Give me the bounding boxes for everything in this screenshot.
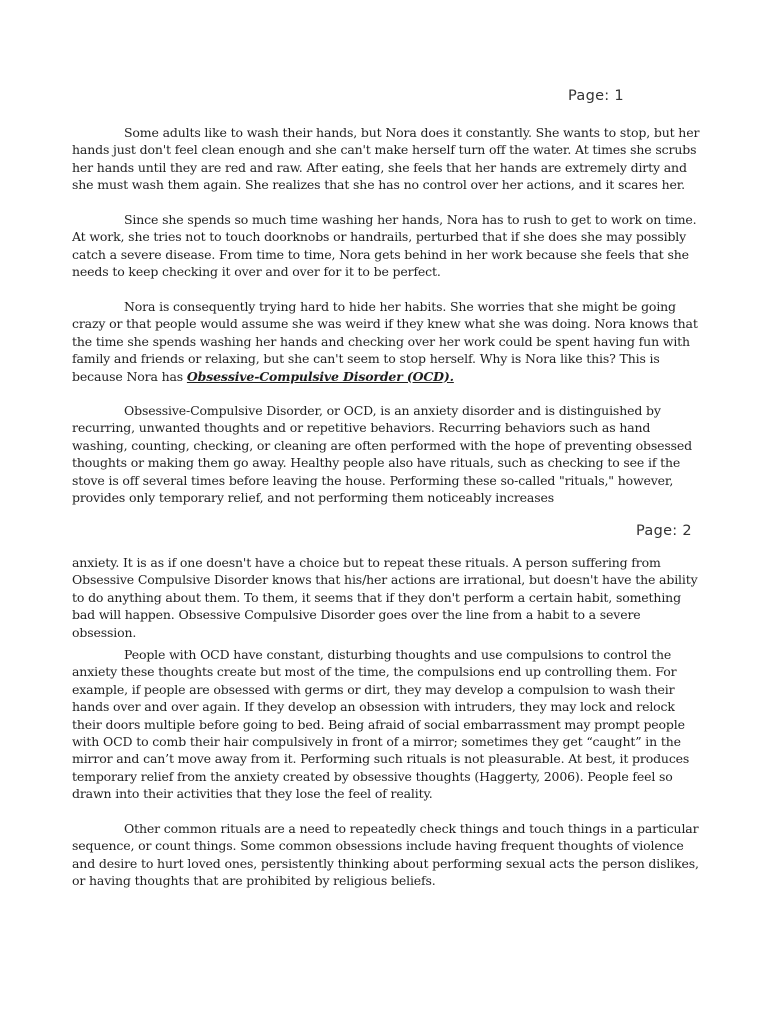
paragraph-ocd-definition: Obsessive-Compulsive Disorder, or OCD, is an anxiety disorder and is distinguished by recurring, unwanted thoughts and or repetitive behaviors. Recurring behaviors such as hand washing, counting, checking, or cleaning are often performed with the hope of preventing obsessed thoughts or making them go away. Healthy people also have rituals, such as checking to see if the stove is off several times before leaving the house. Performing these so-called "rituals," however, provides only temporary relief, and not performing them noticeably increases: [72, 403, 693, 506]
paragraph-text: Nora is consequently trying hard to hide her habits. She worries that she might be going crazy or that people would assume she was weird if they knew what she was doing. Nora knows that the time she spends washing her hands and checking over her work could be spent having fun with family and friends or relaxing, but she can't seem to stop herself. Why is Nora like this? This is because Nora has: [72, 299, 698, 384]
paragraph-nora-handwashing: Some adults like to wash their hands, but Nora does it constantly. She wants to stop, but her hands just don't feel clean enough and she can't make herself turn off the water. At times she scrubs her hands until they are red and raw. After eating, she feels that her hands are extremely dirty and she must wash them again. She realizes that she has no control over her actions, and it scares her.: [72, 125, 700, 193]
paragraph-anxiety-continued: anxiety. It is as if one doesn't have a choice but to repeat these rituals. A person suffering from Obsessive Compulsive Disorder knows that his/her actions are irrational, but doesn't have the ability to do anything about them. To them, it seems that if they don't perform a certain habit, something bad will happen. Obsessive Compulsive Disorder goes over the line from a habit to a severe obsession.: [72, 555, 698, 640]
page-number-label: Page: 1: [568, 88, 624, 104]
paragraph-common-rituals: Other common rituals are a need to repeatedly check things and touch things in a particular sequence, or count things. Some common obsessions include having frequent thoughts of violence and desire to hurt loved ones, persistently thinking about performing sexual acts the person dislikes, or having thoughts that are prohibited by religious beliefs.: [72, 821, 699, 889]
ocd-term-highlight: Obsessive-Compulsive Disorder (OCD).: [186, 368, 454, 384]
paragraph-nora-habits: [72, 298, 702, 385]
paragraph-nora-work: Since she spends so much time washing her hands, Nora has to rush to get to work on time. At work, she tries not to touch doorknobs or handrails, perturbed that if she does she may possibly catch a severe disease. From time to time, Nora gets behind in her work because she feels that she needs to keep checking it over and over for it to be perfect.: [72, 212, 697, 280]
paragraph-compulsions: People with OCD have constant, disturbing thoughts and use compulsions to control the anxiety these thoughts create but most of the time, the compulsions end up controlling them. For example, if people are obsessed with germs or dirt, they may develop a compulsion to wash their hands over and over again. If they develop an obsession with intruders, they may lock and relock their doors multiple before going to bed. Being afraid of social embarrassment may prompt people with OCD to comb their hair compulsively in front of a mirror; sometimes they get “caught” in the mirror and can’t move away from it. Performing such rituals is not pleasurable. At best, it produces temporary relief from the anxiety created by obsessive thoughts (Haggerty, 2006). People feel so drawn into their activities that they lose the feel of reality.: [72, 647, 690, 802]
page-number-label: Page: 2: [636, 523, 692, 539]
